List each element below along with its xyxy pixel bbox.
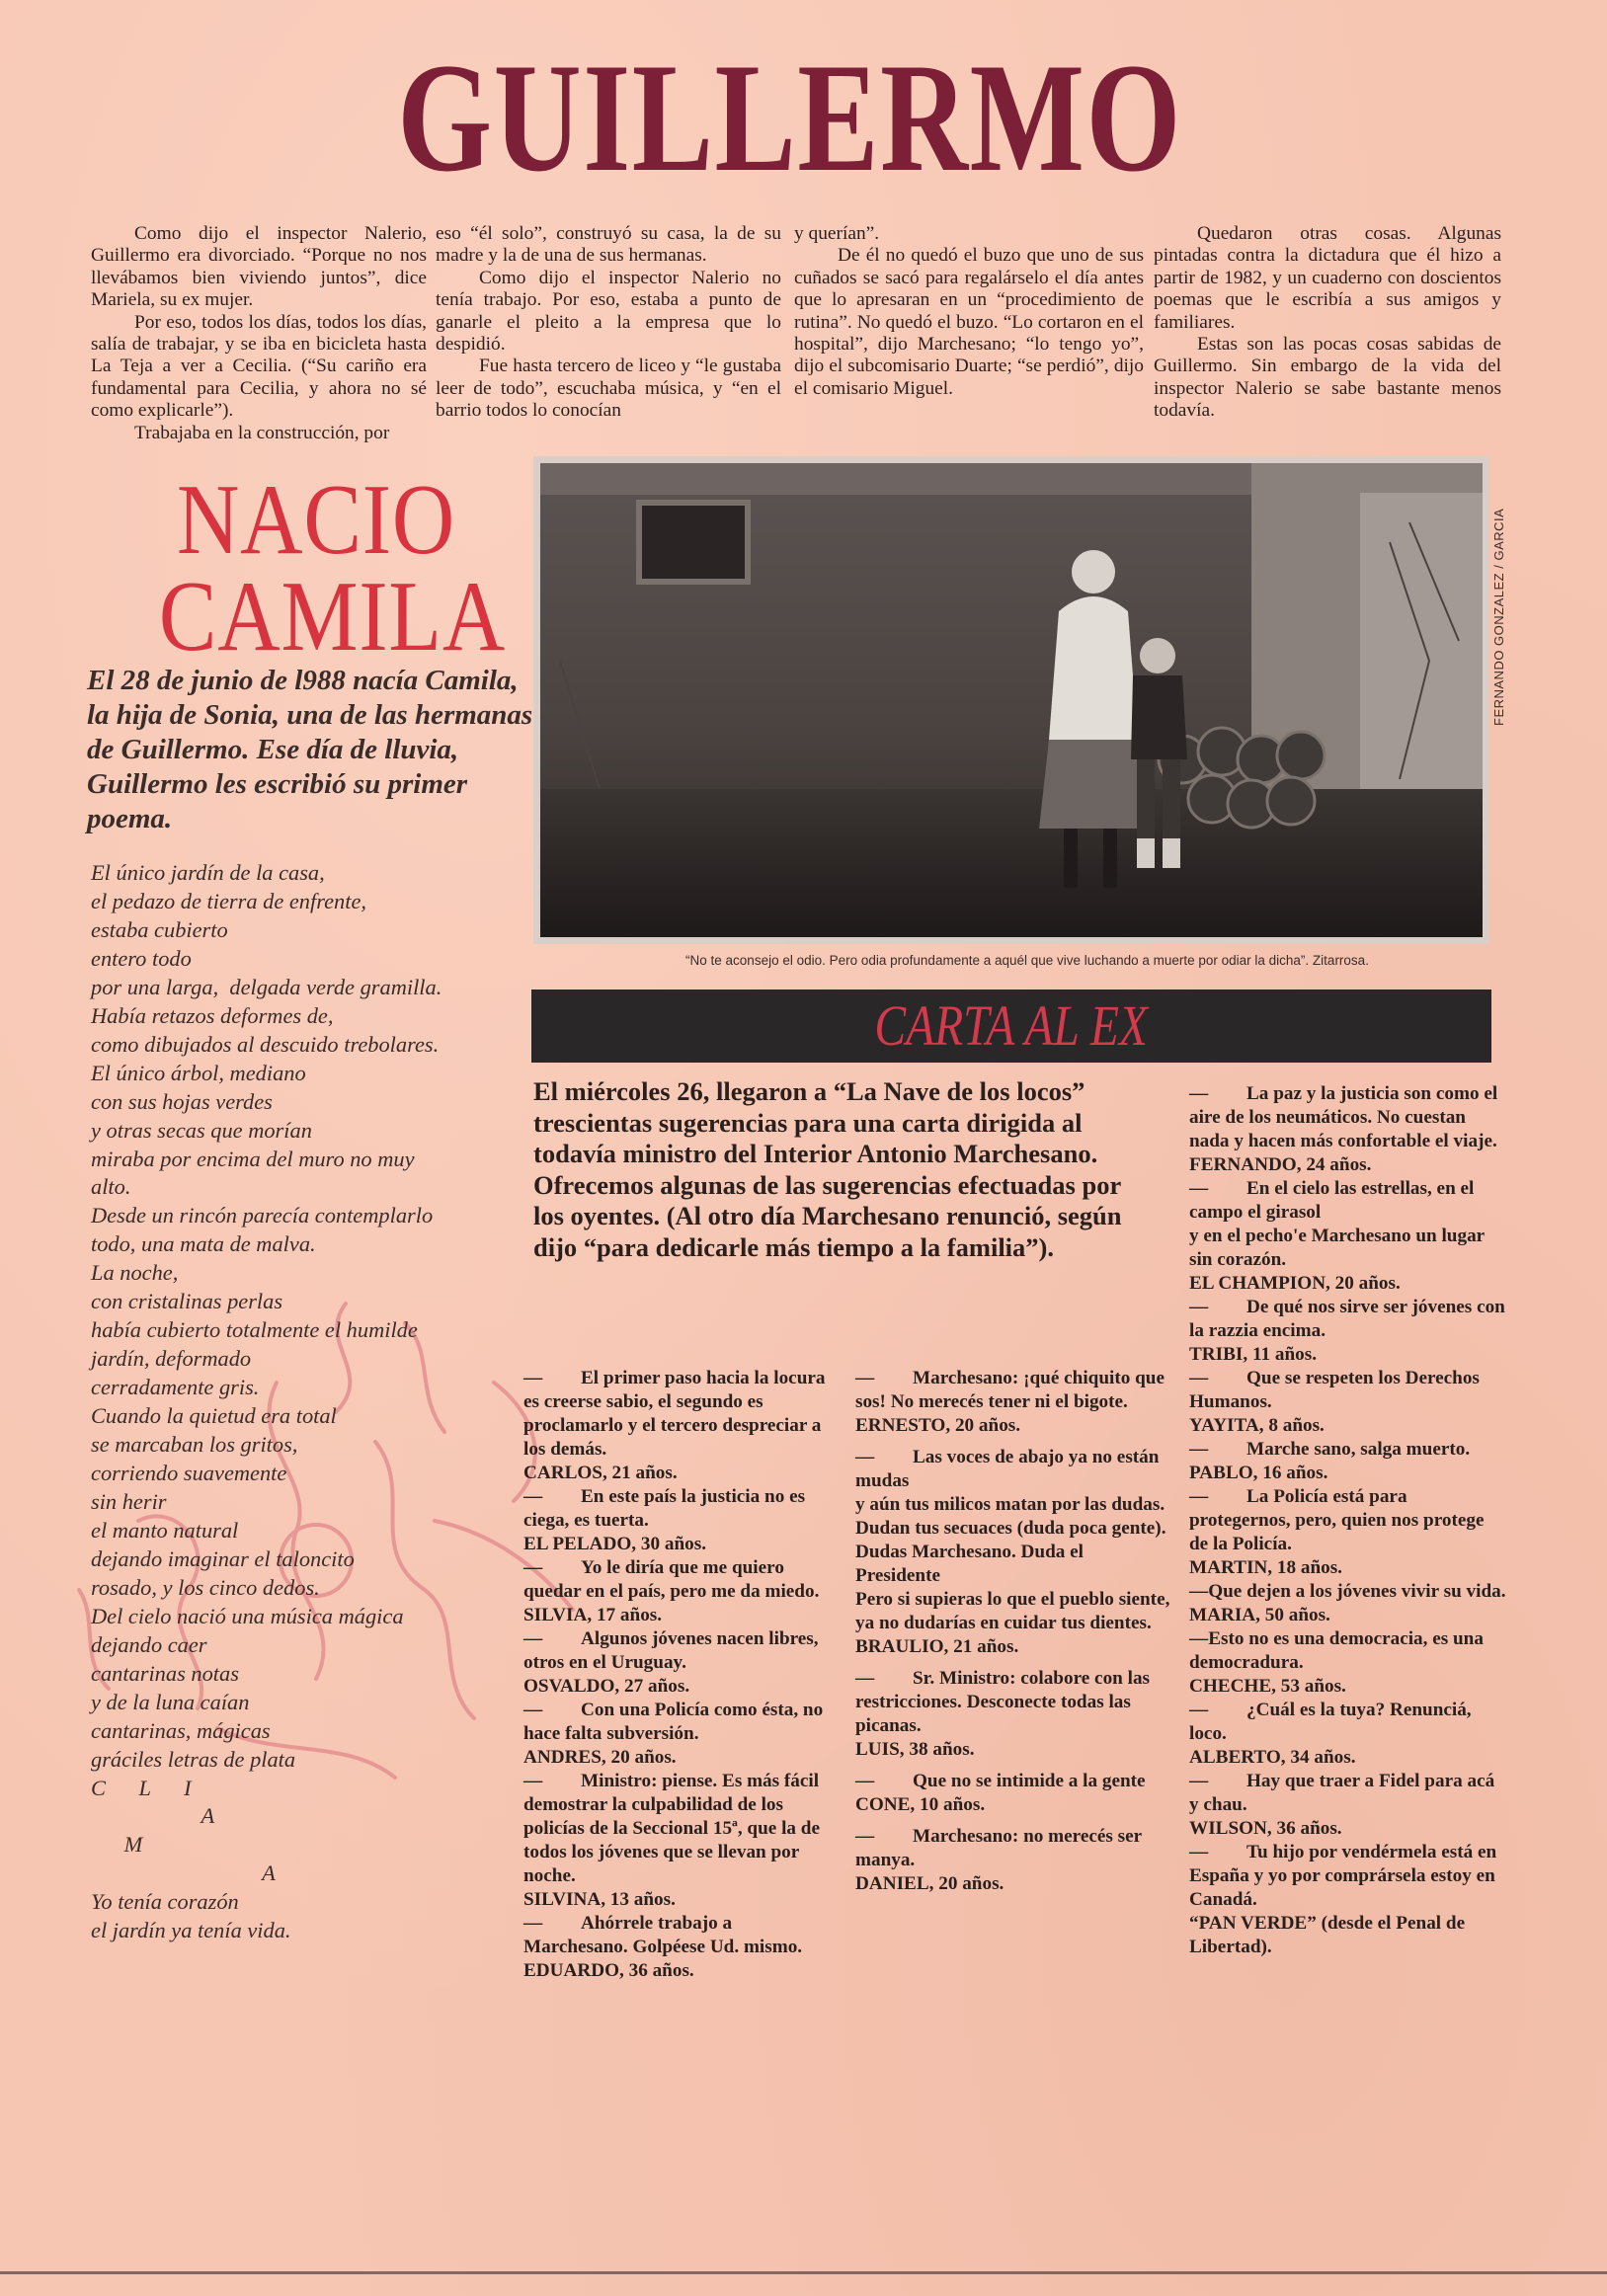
suggestion-text: Tu hijo por vendérmela está en España y yo por comprársela estoy en Canadá. [1189, 1842, 1497, 1910]
suggestion-item [523, 1627, 834, 1699]
suggestion-author: ANDRES, 20 años. [523, 1747, 677, 1768]
poem-line: el manto natural [91, 1517, 239, 1543]
poem-line: alto. [91, 1174, 131, 1200]
dash-marker: — [1189, 1297, 1209, 1317]
suggestion-text: Marchesano: ¡qué chiquito que sos! No merecés tener ni el bigote. [855, 1368, 1165, 1412]
suggestion-item [855, 1446, 1171, 1659]
suggestion-author: EDUARDO, 36 años. [523, 1960, 694, 1981]
suggestion-author: ALBERTO, 34 años. [1189, 1747, 1356, 1768]
dash-marker: — [1189, 1700, 1209, 1720]
suggestion-author: OSVALDO, 27 años. [523, 1676, 690, 1697]
dash-marker: — [855, 1771, 875, 1791]
suggestion-item [1189, 1770, 1507, 1841]
suggestion-author: DANIEL, 20 años. [855, 1873, 1004, 1894]
poem-line: cantarinas notas [91, 1660, 239, 1686]
suggestion-text: —Esto no es una democracia, es una democradura. [1189, 1628, 1484, 1673]
poem-line: con sus hojas verdes [91, 1088, 273, 1114]
suggestion-item [523, 1770, 834, 1912]
poem-line: corriendo suavemente [91, 1461, 287, 1486]
suggestion-text: Sr. Ministro: colabore con las restricciones. Desconecte todas las picanas. [855, 1668, 1151, 1736]
poem-line: y otras secas que morían [91, 1117, 312, 1143]
poem-line: con cristalinas perlas [91, 1289, 283, 1314]
poem-line: cerradamente gris. [91, 1375, 260, 1400]
poem-line: y de la luna caían [91, 1689, 250, 1714]
suggestion-author: EL CHAMPION, 20 años. [1189, 1273, 1401, 1294]
suggestion-text: Con una Policía como ésta, no hace falta subversión. [523, 1700, 824, 1744]
suggestion-text: Marchesano: no merecés ser manya. [855, 1826, 1142, 1870]
suggestion-author: LUIS, 38 años. [855, 1739, 975, 1760]
suggestion-item [523, 1699, 834, 1770]
suggestion-item [855, 1367, 1171, 1438]
suggestion-author: EL PELADO, 30 años. [523, 1534, 706, 1554]
suggestion-author: TRIBI, 11 años. [1189, 1344, 1318, 1365]
poem-line: El único árbol, mediano [91, 1060, 306, 1085]
spacer [855, 1659, 1171, 1667]
dash-marker: — [523, 1557, 543, 1578]
suggestion-item [1189, 1627, 1507, 1699]
paragraph: Por eso, todos los días, todos los días, salía de trabajar, y se iba en bicicleta hasta La Teja a ver a Cecilia. (“Su cariño era fundamental para Cecilia, y ahora no sé como explicarle”). [91, 311, 427, 422]
photo-caption: “No te aconsejo el odio. Pero odia profundamente a aquél que vive luchando a muerte por odiar la dicha”. Zitarrosa. [685, 953, 1369, 968]
suggestion-text: En este país la justicia no es ciega, es tuerta. [523, 1486, 806, 1531]
paragraph: De él no quedó el buzo que uno de sus cuñados se sacó para regalárselo el día antes que lo apresaran en un “procedimiento de rutina”. No quedó el buzo. “Lo cortaron en el hospital”, dijo Marchesano; “lo tengo yo”, dijo el subcomisario Duarte; “se perdió”, dijo el comisario Miguel. [794, 245, 1144, 399]
suggestion-author: MARTIN, 18 años. [1189, 1557, 1342, 1578]
poem-line: se marcaban los gritos, [91, 1432, 298, 1458]
suggestion-item [855, 1825, 1171, 1896]
dash-marker: — [523, 1913, 543, 1934]
dash-marker: — [523, 1486, 543, 1507]
lead-paragraph: El 28 de junio de l988 nacía Camila, la hija de Sonia, una de las hermanas de Guillermo. Ese día de lluvia, Guillermo les escribió su primer poema. [87, 665, 533, 834]
poem-line: sin herir [91, 1488, 167, 1514]
dash-marker: — [1189, 1368, 1209, 1388]
poem-line: jardín, deformado [91, 1346, 252, 1372]
suggestion-text: Que se respeten los Derechos Humanos. [1189, 1368, 1480, 1412]
poem-line: Cuando la quietud era total [91, 1403, 337, 1429]
article-column-2 [436, 223, 781, 423]
suggestion-item [523, 1556, 834, 1627]
suggestion-item [1189, 1367, 1507, 1438]
suggestion-item [1189, 1177, 1507, 1296]
spacer [855, 1438, 1171, 1446]
spacer [855, 1762, 1171, 1770]
poem-line: entero todo [91, 945, 192, 971]
dash-marker: — [523, 1368, 543, 1388]
suggestion-text: Ministro: piense. Es más fácil demostrar la culpabilidad de los policías de la Seccional 15ª, que la de todos los jóvenes que se llevan por noche. [523, 1771, 820, 1886]
spacer [855, 1817, 1171, 1825]
poem-line: miraba por encima del muro no muy [91, 1146, 415, 1171]
suggestion-item [523, 1912, 834, 1983]
suggestion-text: Marche sano, salga muerto. [1246, 1439, 1471, 1460]
poem [91, 859, 545, 1945]
suggestion-author: MARIA, 50 años. [1189, 1605, 1330, 1625]
suggestion-author: CONE, 10 años. [855, 1794, 986, 1815]
article-column-1 [91, 223, 427, 444]
poem-line: La noche, [91, 1260, 179, 1286]
dash-marker: — [1189, 1842, 1209, 1862]
spacer [855, 1896, 1171, 1904]
suggestion-text: Hay que traer a Fidel para acá y chau. [1189, 1771, 1495, 1815]
poem-line: dejando imaginar el taloncito [91, 1545, 355, 1571]
suggestion-author: SILVINA, 13 años. [523, 1889, 676, 1910]
paragraph: Como dijo el inspector Nalerio no tenía trabajo. Por eso, estaba a punto de ganarle el pleito a la empresa que lo despidió. [436, 267, 781, 356]
suggestion-item [1189, 1082, 1507, 1177]
poem-line: estaba cubierto [91, 916, 228, 942]
poem-line: cantarinas, mágicas [91, 1717, 271, 1743]
suggestion-author: “PAN VERDE” (desde el Penal de Libertad). [1189, 1913, 1466, 1957]
suggestion-text: —Que dejen a los jóvenes vivir su vida. [1189, 1581, 1506, 1602]
page-title: GUILLERMO [397, 32, 1182, 204]
article-column-4 [1154, 223, 1501, 423]
poem-line: todo, una mata de malva. [91, 1231, 316, 1257]
paragraph: y querían”. [794, 223, 880, 244]
suggestion-item [855, 1770, 1171, 1817]
dash-marker: — [1189, 1083, 1209, 1104]
suggestion-author: YAYITA, 8 años. [1189, 1415, 1325, 1436]
page-bottom-rule [0, 2271, 1607, 2274]
suggestion-item [1189, 1841, 1507, 1959]
suggestion-item [1189, 1485, 1507, 1580]
news-photo [533, 456, 1489, 944]
suggestion-item [1189, 1699, 1507, 1770]
suggestion-item [855, 1667, 1171, 1762]
poem-line: había cubierto totalmente el humilde [91, 1317, 418, 1343]
suggestion-text: El primer paso hacia la locura es creerse sabio, el segundo es proclamarlo y el tercero despreciar a los demás. [523, 1368, 826, 1460]
suggestion-text: Las voces de abajo ya no están mudas y aún tus milicos matan por las dudas. Dudan tus secuaces (duda poca gente). Dudas Marchesano. Duda el Presidente Pero si supieras lo que el pueblo siente, ya no dudarías en cuidar tus dientes. [855, 1447, 1170, 1633]
suggestion-item [523, 1367, 834, 1485]
poem-line: M [91, 1832, 143, 1858]
nacio-camila-heading [133, 464, 507, 673]
heading-line: NACIO [176, 464, 456, 576]
poem-line: A [91, 1803, 215, 1829]
suggestion-text: La paz y la justicia son como el aire de los neumáticos. No cuestan nada y hacen más confortable el viaje. [1189, 1083, 1498, 1151]
paragraph: Estas son las pocas cosas sabidas de Guillermo. Sin embargo de la vida del inspector Nalerio se sabe bastante menos todavía. [1154, 334, 1501, 422]
banner-title: CARTA AL EX [874, 993, 1149, 1058]
suggestion-author: CHECHE, 53 años. [1189, 1676, 1346, 1697]
paragraph: Quedaron otras cosas. Algunas pintadas contra la dictadura que él hizo a partir de 1982, y un cuaderno con doscientos poemas que le escribía a sus amigos y familiares. [1154, 223, 1501, 333]
suggestion-item [523, 1485, 834, 1556]
dash-marker: — [523, 1700, 543, 1720]
paragraph: Trabajaba en la construcción, por [134, 422, 390, 443]
suggestions-column-c [1189, 1082, 1507, 1959]
dash-marker: — [1189, 1771, 1209, 1791]
poem-line: A [91, 1861, 276, 1886]
poem-line: dejando caer [91, 1631, 207, 1657]
dash-marker: — [1189, 1486, 1209, 1507]
suggestion-text: Yo le diría que me quiero quedar en el país, pero me da miedo. [523, 1557, 820, 1602]
suggestion-author: FERNANDO, 24 años. [1189, 1154, 1372, 1175]
dash-marker: — [855, 1368, 875, 1388]
suggestion-text: La Policía está para protegernos, pero, quien nos protege de la Policía. [1189, 1486, 1485, 1554]
dash-marker: — [1189, 1439, 1209, 1460]
poem-line: Del cielo nació una música mágica [91, 1603, 404, 1628]
intro-paragraph: El miércoles 26, llegaron a “La Nave de los locos” trescientas sugerencias para una carta dirigida al todavía ministro del Interior Antonio Marchesano. Ofrecemos algunas de las sugerencias efectuadas por los oyentes. (Al otro día Marchesano renunció, según dijo “para dedicarle más tiempo a la familia”). [533, 1076, 1122, 1262]
dash-marker: — [855, 1826, 875, 1847]
paragraph: Fue hasta tercero de liceo y “le gustaba leer de todo”, escuchaba música, y “en el barrio todos lo conocían [436, 356, 781, 422]
suggestion-item [1189, 1438, 1507, 1485]
suggestion-text: De qué nos sirve ser jóvenes con la razzia encima. [1189, 1297, 1505, 1341]
suggestion-author: CARLOS, 21 años. [523, 1463, 678, 1483]
suggestion-text: ¿Cuál es la tuya? Renunciá, loco. [1189, 1700, 1472, 1744]
suggestion-item [1189, 1580, 1507, 1627]
poem-line: el pedazo de tierra de enfrente, [91, 888, 366, 913]
suggestions-column-a [523, 1367, 834, 1983]
poem-line: como dibujados al descuido trebolares. [91, 1031, 440, 1057]
suggestion-author: PABLO, 16 años. [1189, 1463, 1328, 1483]
paragraph: Como dijo el inspector Nalerio, Guillermo era divorciado. “Porque no nos llevábamos bien viviendo juntos”, dice Mariela, su ex mujer. [91, 223, 427, 311]
poem-line: Yo tenía corazón [91, 1889, 239, 1915]
poem-line: El único jardín de la casa, [91, 860, 325, 885]
section-banner [531, 990, 1491, 1063]
suggestion-text: En el cielo las estrellas, en el campo el girasol y en el pecho'e Marchesano un lugar sin corazón. [1189, 1178, 1485, 1270]
suggestion-item [1189, 1296, 1507, 1367]
suggestion-author: SILVIA, 17 años. [523, 1605, 663, 1625]
photo-woman-child-wall [540, 463, 1483, 937]
dash-marker: — [523, 1771, 543, 1791]
poem-line: rosado, y los cinco dedos. [91, 1574, 320, 1600]
suggestion-text: Que no se intimide a la gente [913, 1771, 1146, 1791]
suggestion-author: BRAULIO, 21 años. [855, 1636, 1019, 1657]
suggestion-author: ERNESTO, 20 años. [855, 1415, 1021, 1436]
photo-credit: FERNANDO GONZALEZ / GARCIA [1491, 508, 1506, 727]
poem-line: Desde un rincón parecía contemplarlo [91, 1203, 434, 1228]
dash-marker: — [1189, 1178, 1209, 1199]
suggestion-text: Algunos jóvenes nacen libres, otros en el Uruguay. [523, 1628, 819, 1673]
poem-line: C L I [91, 1775, 192, 1800]
dash-marker: — [523, 1628, 543, 1649]
poem-line: el jardín ya tenía vida. [91, 1918, 291, 1943]
poem-line: por una larga, delgada verde gramilla. [91, 974, 442, 999]
suggestion-author: WILSON, 36 años. [1189, 1818, 1342, 1839]
paragraph: eso “él solo”, construyó su casa, la de su madre y la de una de sus hermanas. [436, 223, 781, 267]
suggestion-text: Ahórrele trabajo a Marchesano. Golpéese Ud. mismo. [523, 1913, 803, 1957]
suggestions-column-b [855, 1367, 1171, 1904]
poem-line: gráciles letras de plata [91, 1746, 296, 1772]
poem-line: Había retazos deformes de, [91, 1002, 334, 1028]
article-column-3 [794, 223, 1144, 400]
heading-line: CAMILA [158, 561, 507, 673]
dash-marker: — [855, 1447, 875, 1467]
dash-marker: — [855, 1668, 875, 1689]
